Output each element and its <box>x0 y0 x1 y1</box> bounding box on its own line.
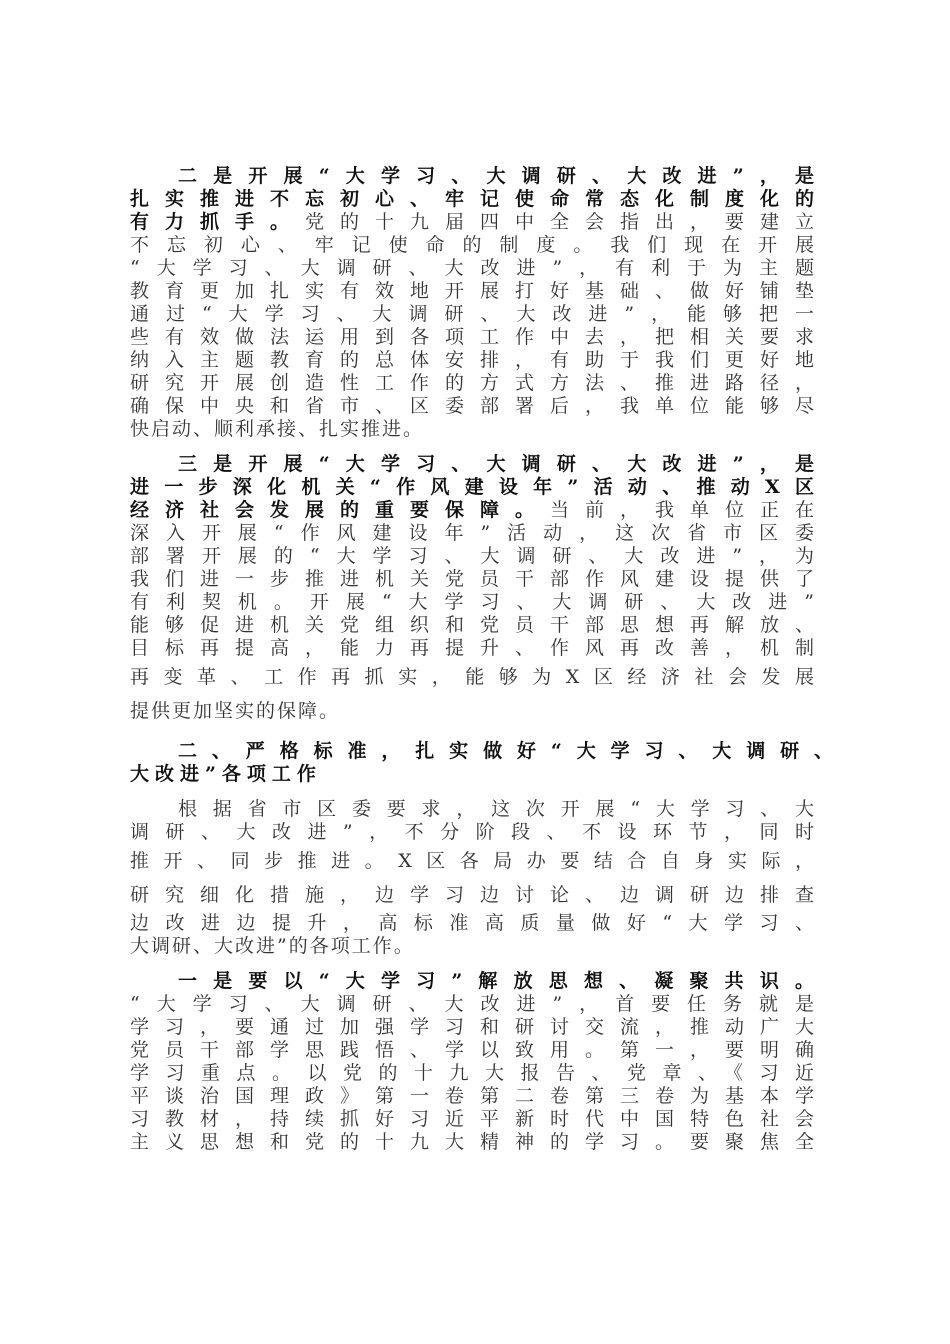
text-line: 调研、大改进”，不分阶段、不设环节，同时 <box>130 821 816 843</box>
text-line: 再变革、工作再抓实，能够为X区经济社会发展 <box>130 666 816 688</box>
text-line: 目标再提高，能力再提升、作风再改善，机制 <box>130 637 816 659</box>
text-line: 大调研、大改进”的各项工作。 <box>130 935 415 957</box>
text-line: 纳入主题教育的总体安排，有助于我们更好地 <box>130 349 816 371</box>
text-line: 进一步深化机关“作风建设年”活动、推动X区 <box>130 476 816 498</box>
text-line: 根据省市区委要求，这次开展“大学习、大 <box>178 798 816 820</box>
text-line: 习教材，持续抓好习近平新时代中国特色社会 <box>130 1108 816 1130</box>
section-heading <box>130 740 838 786</box>
heading-line: 大改进”各项工作 <box>130 763 322 785</box>
text-line: 深入开展“作风建设年”活动，这次省市区委 <box>130 522 816 544</box>
document-page <box>130 165 838 1154</box>
text-line: 部署开展的“大学习、大调研、大改进”，为 <box>130 545 816 567</box>
heading-line: 二、严格标准，扎实做好“大学习、大调研、 <box>178 740 838 762</box>
text-line: 研究细化措施，边学习边讨论、边调研边排查 <box>130 884 816 906</box>
text-line: 不忘初心、牢记使命的制度。我们现在开展 <box>130 234 816 256</box>
text-line: 主义思想和党的十九大精神的学习。要聚焦全 <box>130 1131 816 1153</box>
paragraph-3 <box>130 453 816 728</box>
text-line: 些有效做法运用到各项工作中去，把相关要求 <box>130 326 816 348</box>
text-line: 通过“大学习、大调研、大改进”，能够把一 <box>130 303 816 325</box>
text-line: “大学习、大调研、大改进”，首要任务就是 <box>130 993 816 1015</box>
paragraph-study <box>130 970 816 1154</box>
text-line: 教育更加扎实有效地开展打好基础、做好铺垫 <box>130 280 816 302</box>
paragraph-requirements <box>130 798 816 958</box>
text-line: 三是开展“大学习、大调研、大改进”，是 <box>178 453 816 475</box>
text-line: 扎实推进不忘初心、牢记使命常态化制度化的 <box>130 188 816 210</box>
paragraph-2 <box>130 165 816 441</box>
text-line: 边改进边提升，高标准高质量做好“大学习、 <box>130 912 816 934</box>
text-line: 推开、同步推进。X区各局办要结合自身实际， <box>130 850 816 872</box>
text-line: 确保中央和省市、区委部署后，我单位能够尽 <box>130 395 816 417</box>
text-line: 经济社会发展的重要保障。当前，我单位正在 <box>130 499 816 521</box>
text-line: 提供更加坚实的保障。 <box>130 700 341 722</box>
text-line: 学习，要通过加强学习和研讨交流，推动广大 <box>130 1016 816 1038</box>
text-line: 快启动、顺利承接、扎实推进。 <box>130 418 425 440</box>
text-line: 党员干部学思践悟、学以致用。第一，要明确 <box>130 1039 816 1061</box>
text-line: “大学习、大调研、大改进”，有利于为主题 <box>130 257 816 279</box>
text-line: 一是要以“大学习”解放思想、凝聚共识。 <box>178 970 816 992</box>
text-line: 学习重点。以党的十九大报告、党章、《习近 <box>130 1062 816 1084</box>
text-line: 能够促进机关党组织和党员干部思想再解放、 <box>130 614 816 636</box>
text-line: 研究开展创造性工作的方式方法、推进路径， <box>130 372 816 394</box>
text-line: 二是开展“大学习、大调研、大改进”，是 <box>178 165 816 187</box>
text-line: 有利契机。开展“大学习、大调研、大改进” <box>130 591 816 613</box>
text-line: 我们进一步推进机关党员干部作风建设提供了 <box>130 568 816 590</box>
text-line: 有力抓手。党的十九届四中全会指出，要建立 <box>130 211 816 233</box>
text-line: 平谈治国理政》第一卷第二卷第三卷为基本学 <box>130 1085 816 1107</box>
